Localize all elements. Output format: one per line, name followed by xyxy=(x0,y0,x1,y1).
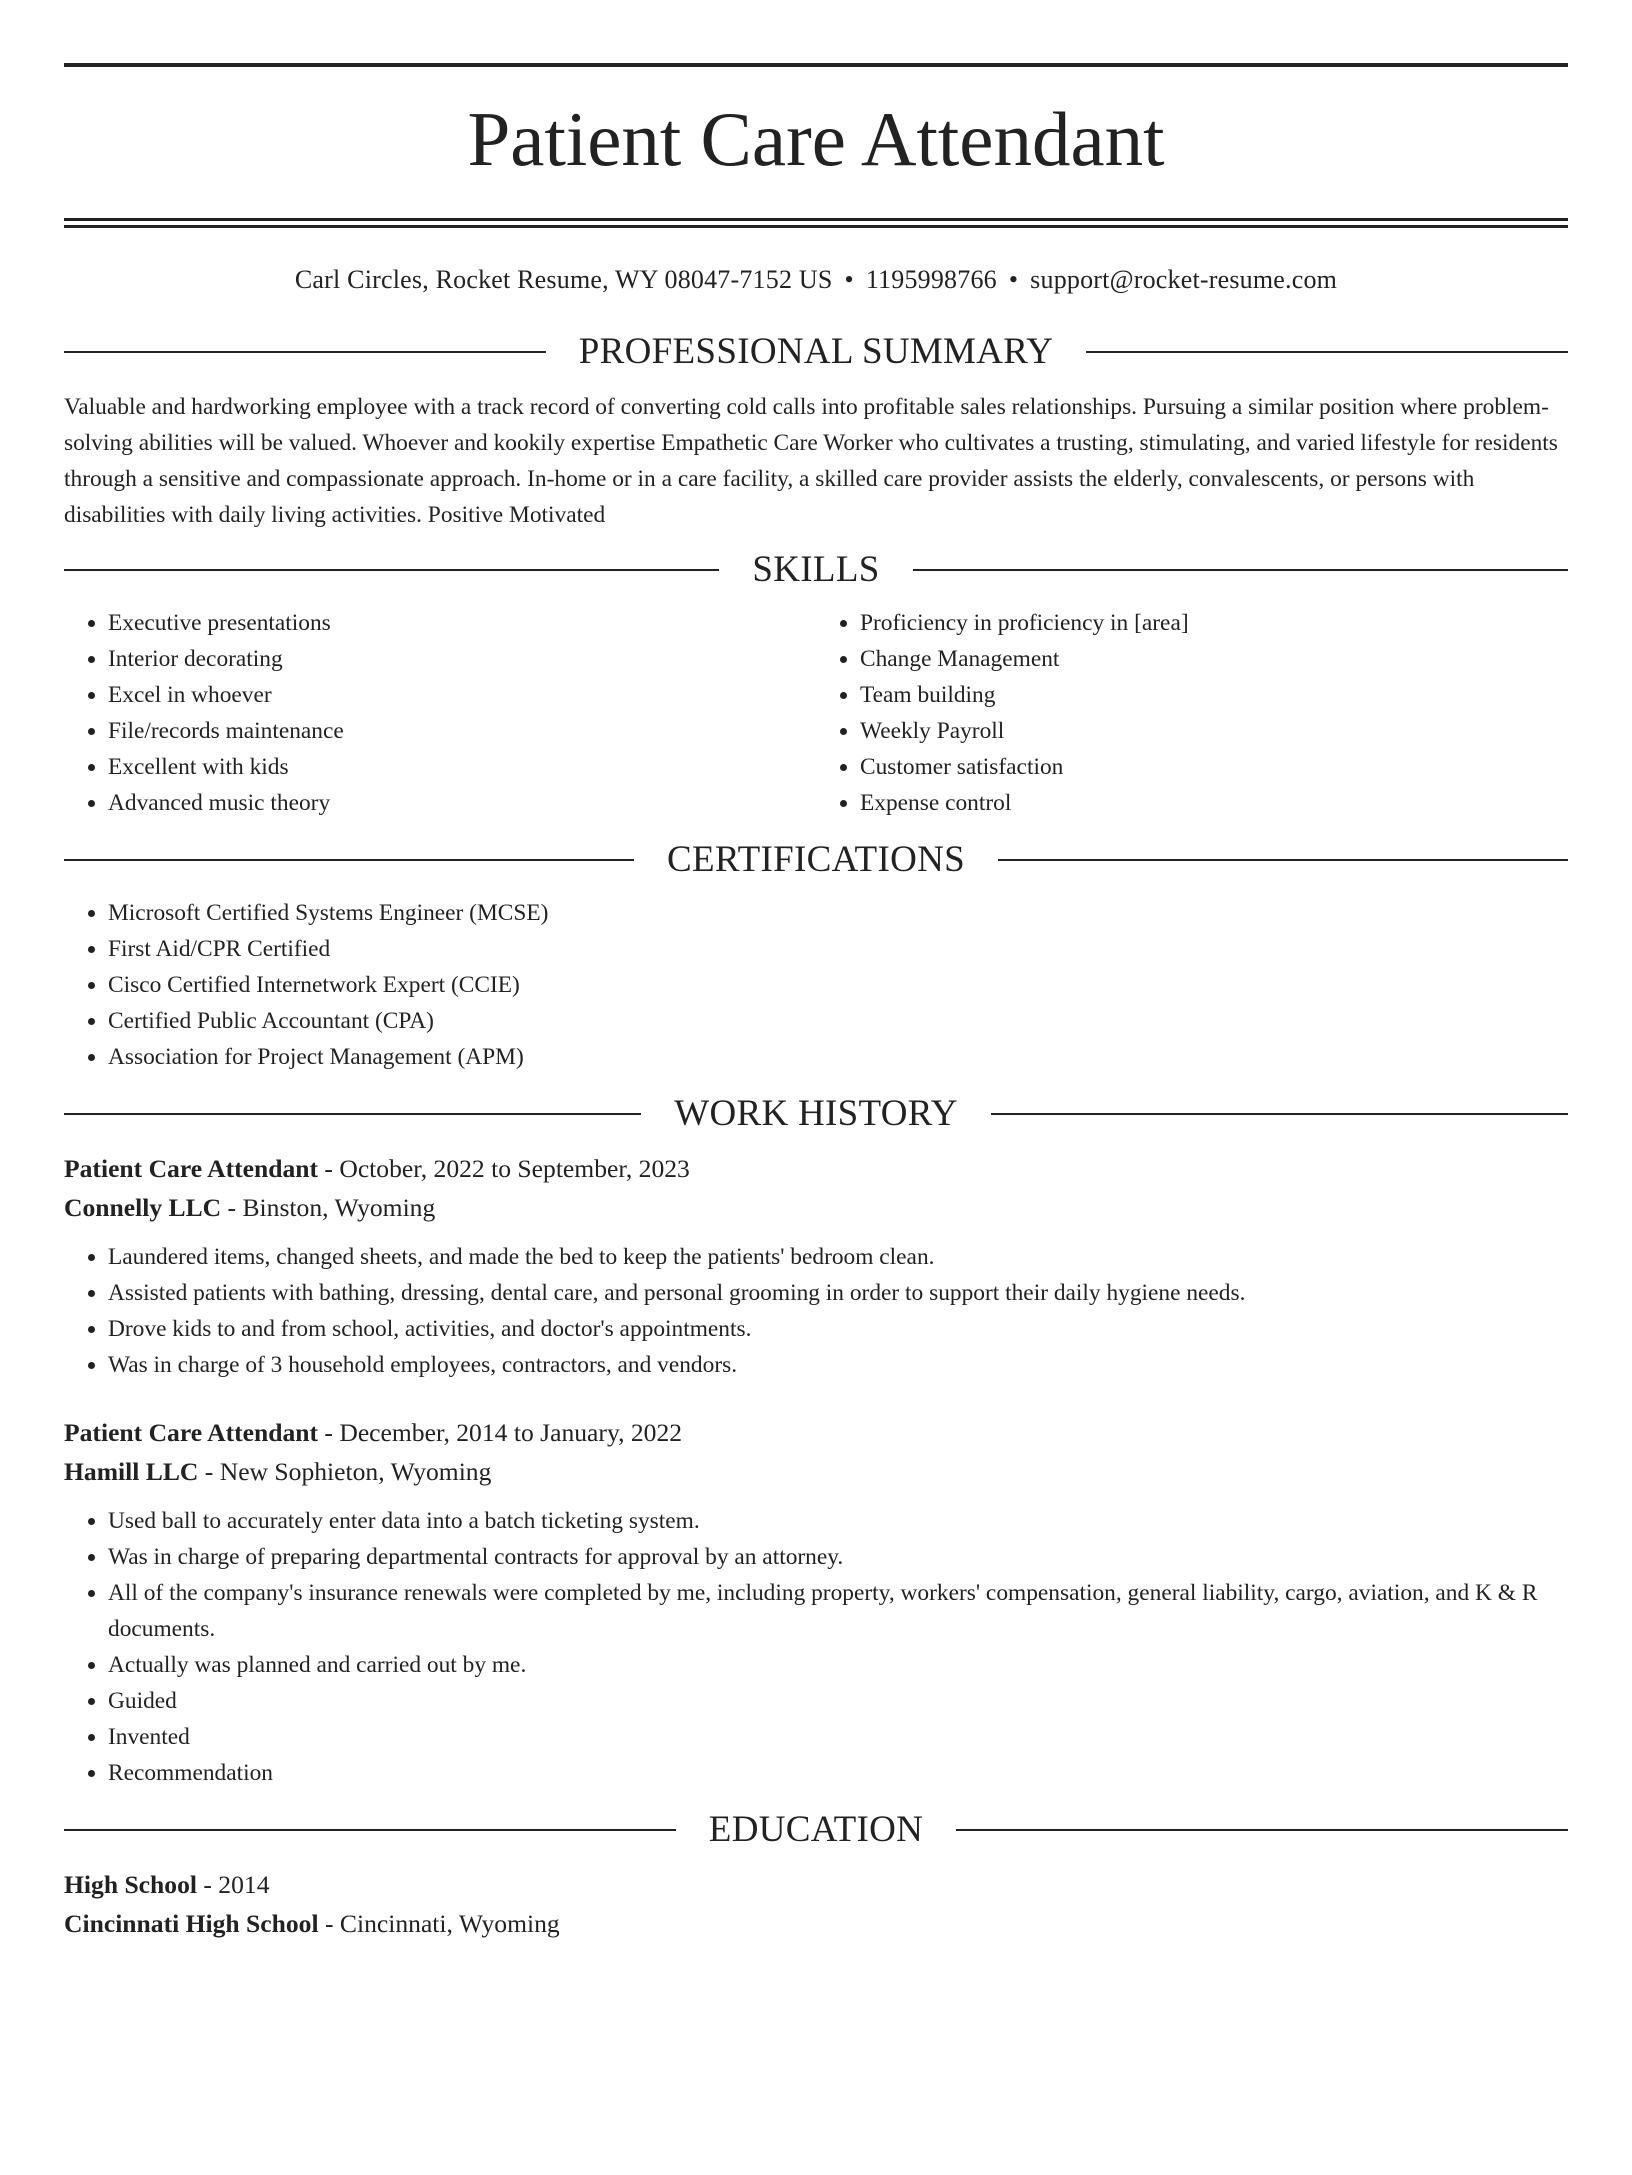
certification-item: • Microsoft Certified Systems Engineer (MCSE) xyxy=(108,895,1568,931)
education-school: Cincinnati High School xyxy=(64,1909,319,1938)
certification-item: • First Aid/CPR Certified xyxy=(108,931,1568,967)
job-bullet: • Recommendation xyxy=(108,1755,1568,1791)
job-title-line xyxy=(64,1149,1568,1188)
resume-page xyxy=(0,63,1632,2175)
job-title: Patient Care Attendant xyxy=(64,1154,319,1183)
job-bullet: • Was in charge of 3 household employees, contractors, and vendors. xyxy=(108,1347,1568,1383)
skills-list-left xyxy=(64,605,816,821)
skill-item: • Proficiency in proficiency in [area] xyxy=(860,605,1568,641)
certification-item: • Association for Project Management (APM) xyxy=(108,1039,1568,1075)
certifications-list xyxy=(64,895,1568,1075)
skills-grid xyxy=(64,605,1568,821)
education-entry xyxy=(64,1865,1568,1943)
job-bullet: • Laundered items, changed sheets, and made the bed to keep the patients' bedroom clean. xyxy=(108,1239,1568,1275)
section-rule-right xyxy=(1086,351,1568,353)
skill-item: • Change Management xyxy=(860,641,1568,677)
skill-item: • Advanced music theory xyxy=(108,785,816,821)
contact-separator: • xyxy=(1008,265,1019,294)
summary-text: Valuable and hardworking employee with a track record of converting cold calls into profitable sales relationships. Pursuing a similar position where problem-solving abilities will be valued. Whoever and kookily expertise Empathetic Care Worker who cultivates a trusting, stimulating, and varied lifestyle for residents through a sensitive and compassionate approach. In-home or in a care facility, a skilled care provider assists the elderly, convalescents, or persons with disabilities with daily living activities. Positive Motivated xyxy=(64,394,1558,528)
skill-item: • Customer satisfaction xyxy=(860,749,1568,785)
section-title-certifications: CERTIFICATIONS xyxy=(667,839,965,880)
certification-item: • Certified Public Accountant (CPA) xyxy=(108,1003,1568,1039)
title-double-rule xyxy=(64,218,1568,228)
skill-item: • File/records maintenance xyxy=(108,713,816,749)
job-location: - New Sophieton, Wyoming xyxy=(198,1457,492,1486)
section-title-summary: PROFESSIONAL SUMMARY xyxy=(578,331,1054,372)
job-bullets xyxy=(64,1239,1568,1383)
section-header-education xyxy=(64,1807,1568,1853)
section-rule-right xyxy=(998,859,1568,861)
job-bullet: • Drove kids to and from school, activities, and doctor's appointments. xyxy=(108,1311,1568,1347)
contact-email: support@rocket-resume.com xyxy=(1030,265,1338,294)
job-bullet: • Used ball to accurately enter data into a batch ticketing system. xyxy=(108,1503,1568,1539)
section-rule-left xyxy=(64,1829,676,1831)
section-rule-left xyxy=(64,351,546,353)
skill-item: • Interior decorating xyxy=(108,641,816,677)
skill-item: • Excellent with kids xyxy=(108,749,816,785)
skill-item: • Executive presentations xyxy=(108,605,816,641)
education-degree-line xyxy=(64,1865,1568,1904)
job-location: - Binston, Wyoming xyxy=(221,1193,436,1222)
job-bullet: • Assisted patients with bathing, dressing, dental care, and personal grooming in order to support their daily hygiene needs. xyxy=(108,1275,1568,1311)
skills-list-right xyxy=(816,605,1568,821)
job-bullets xyxy=(64,1503,1568,1791)
job-bullet: • Actually was planned and carried out by me. xyxy=(108,1647,1568,1683)
section-title-skills: SKILLS xyxy=(752,549,880,590)
job-company-line xyxy=(64,1452,1568,1491)
section-rule-right xyxy=(991,1113,1568,1115)
skill-item: • Expense control xyxy=(860,785,1568,821)
job-entry xyxy=(64,1149,1568,1383)
job-company: Hamill LLC xyxy=(64,1457,199,1486)
education-school-line xyxy=(64,1904,1568,1943)
education-year: - 2014 xyxy=(196,1870,270,1899)
section-header-work-history xyxy=(64,1091,1568,1137)
education-degree: High School xyxy=(64,1870,197,1899)
job-bullet: • All of the company's insurance renewals were completed by me, including property, workers' compensation, general liability, cargo, aviation, and K & R documents. xyxy=(108,1575,1568,1647)
section-rule-left xyxy=(64,569,719,571)
certification-item: • Cisco Certified Internetwork Expert (CCIE) xyxy=(108,967,1568,1003)
skill-item: • Excel in whoever xyxy=(108,677,816,713)
contact-separator: • xyxy=(844,265,854,294)
education-location: - Cincinnati, Wyoming xyxy=(318,1909,560,1938)
skill-item: • Weekly Payroll xyxy=(860,713,1568,749)
job-dates: - December, 2014 to January, 2022 xyxy=(318,1418,683,1447)
job-title-line xyxy=(64,1413,1568,1452)
job-bullet: • Invented xyxy=(108,1719,1568,1755)
job-bullet: • Was in charge of preparing departmental contracts for approval by an attorney. xyxy=(108,1539,1568,1575)
section-header-skills xyxy=(64,547,1568,593)
job-company: Connelly LLC xyxy=(64,1193,222,1222)
job-company-line xyxy=(64,1188,1568,1227)
section-title-education: EDUCATION xyxy=(708,1809,924,1850)
skill-item: • Team building xyxy=(860,677,1568,713)
section-rule-left xyxy=(64,1113,641,1115)
contact-line xyxy=(64,264,1568,296)
section-header-summary xyxy=(64,329,1568,375)
job-title: Patient Care Attendant xyxy=(64,1418,319,1447)
section-title-work-history: WORK HISTORY xyxy=(674,1093,958,1134)
resume-title: Patient Care Attendant xyxy=(467,96,1165,182)
section-rule-right xyxy=(956,1829,1568,1831)
contact-address: Carl Circles, Rocket Resume, WY 08047-7152 US xyxy=(294,265,833,294)
section-rule-left xyxy=(64,859,634,861)
job-bullet: • Guided xyxy=(108,1683,1568,1719)
job-dates: - October, 2022 to September, 2023 xyxy=(318,1154,690,1183)
job-entry xyxy=(64,1413,1568,1791)
section-rule-right xyxy=(913,569,1568,571)
contact-phone: 1195998766 xyxy=(865,265,997,294)
section-header-certifications xyxy=(64,837,1568,883)
